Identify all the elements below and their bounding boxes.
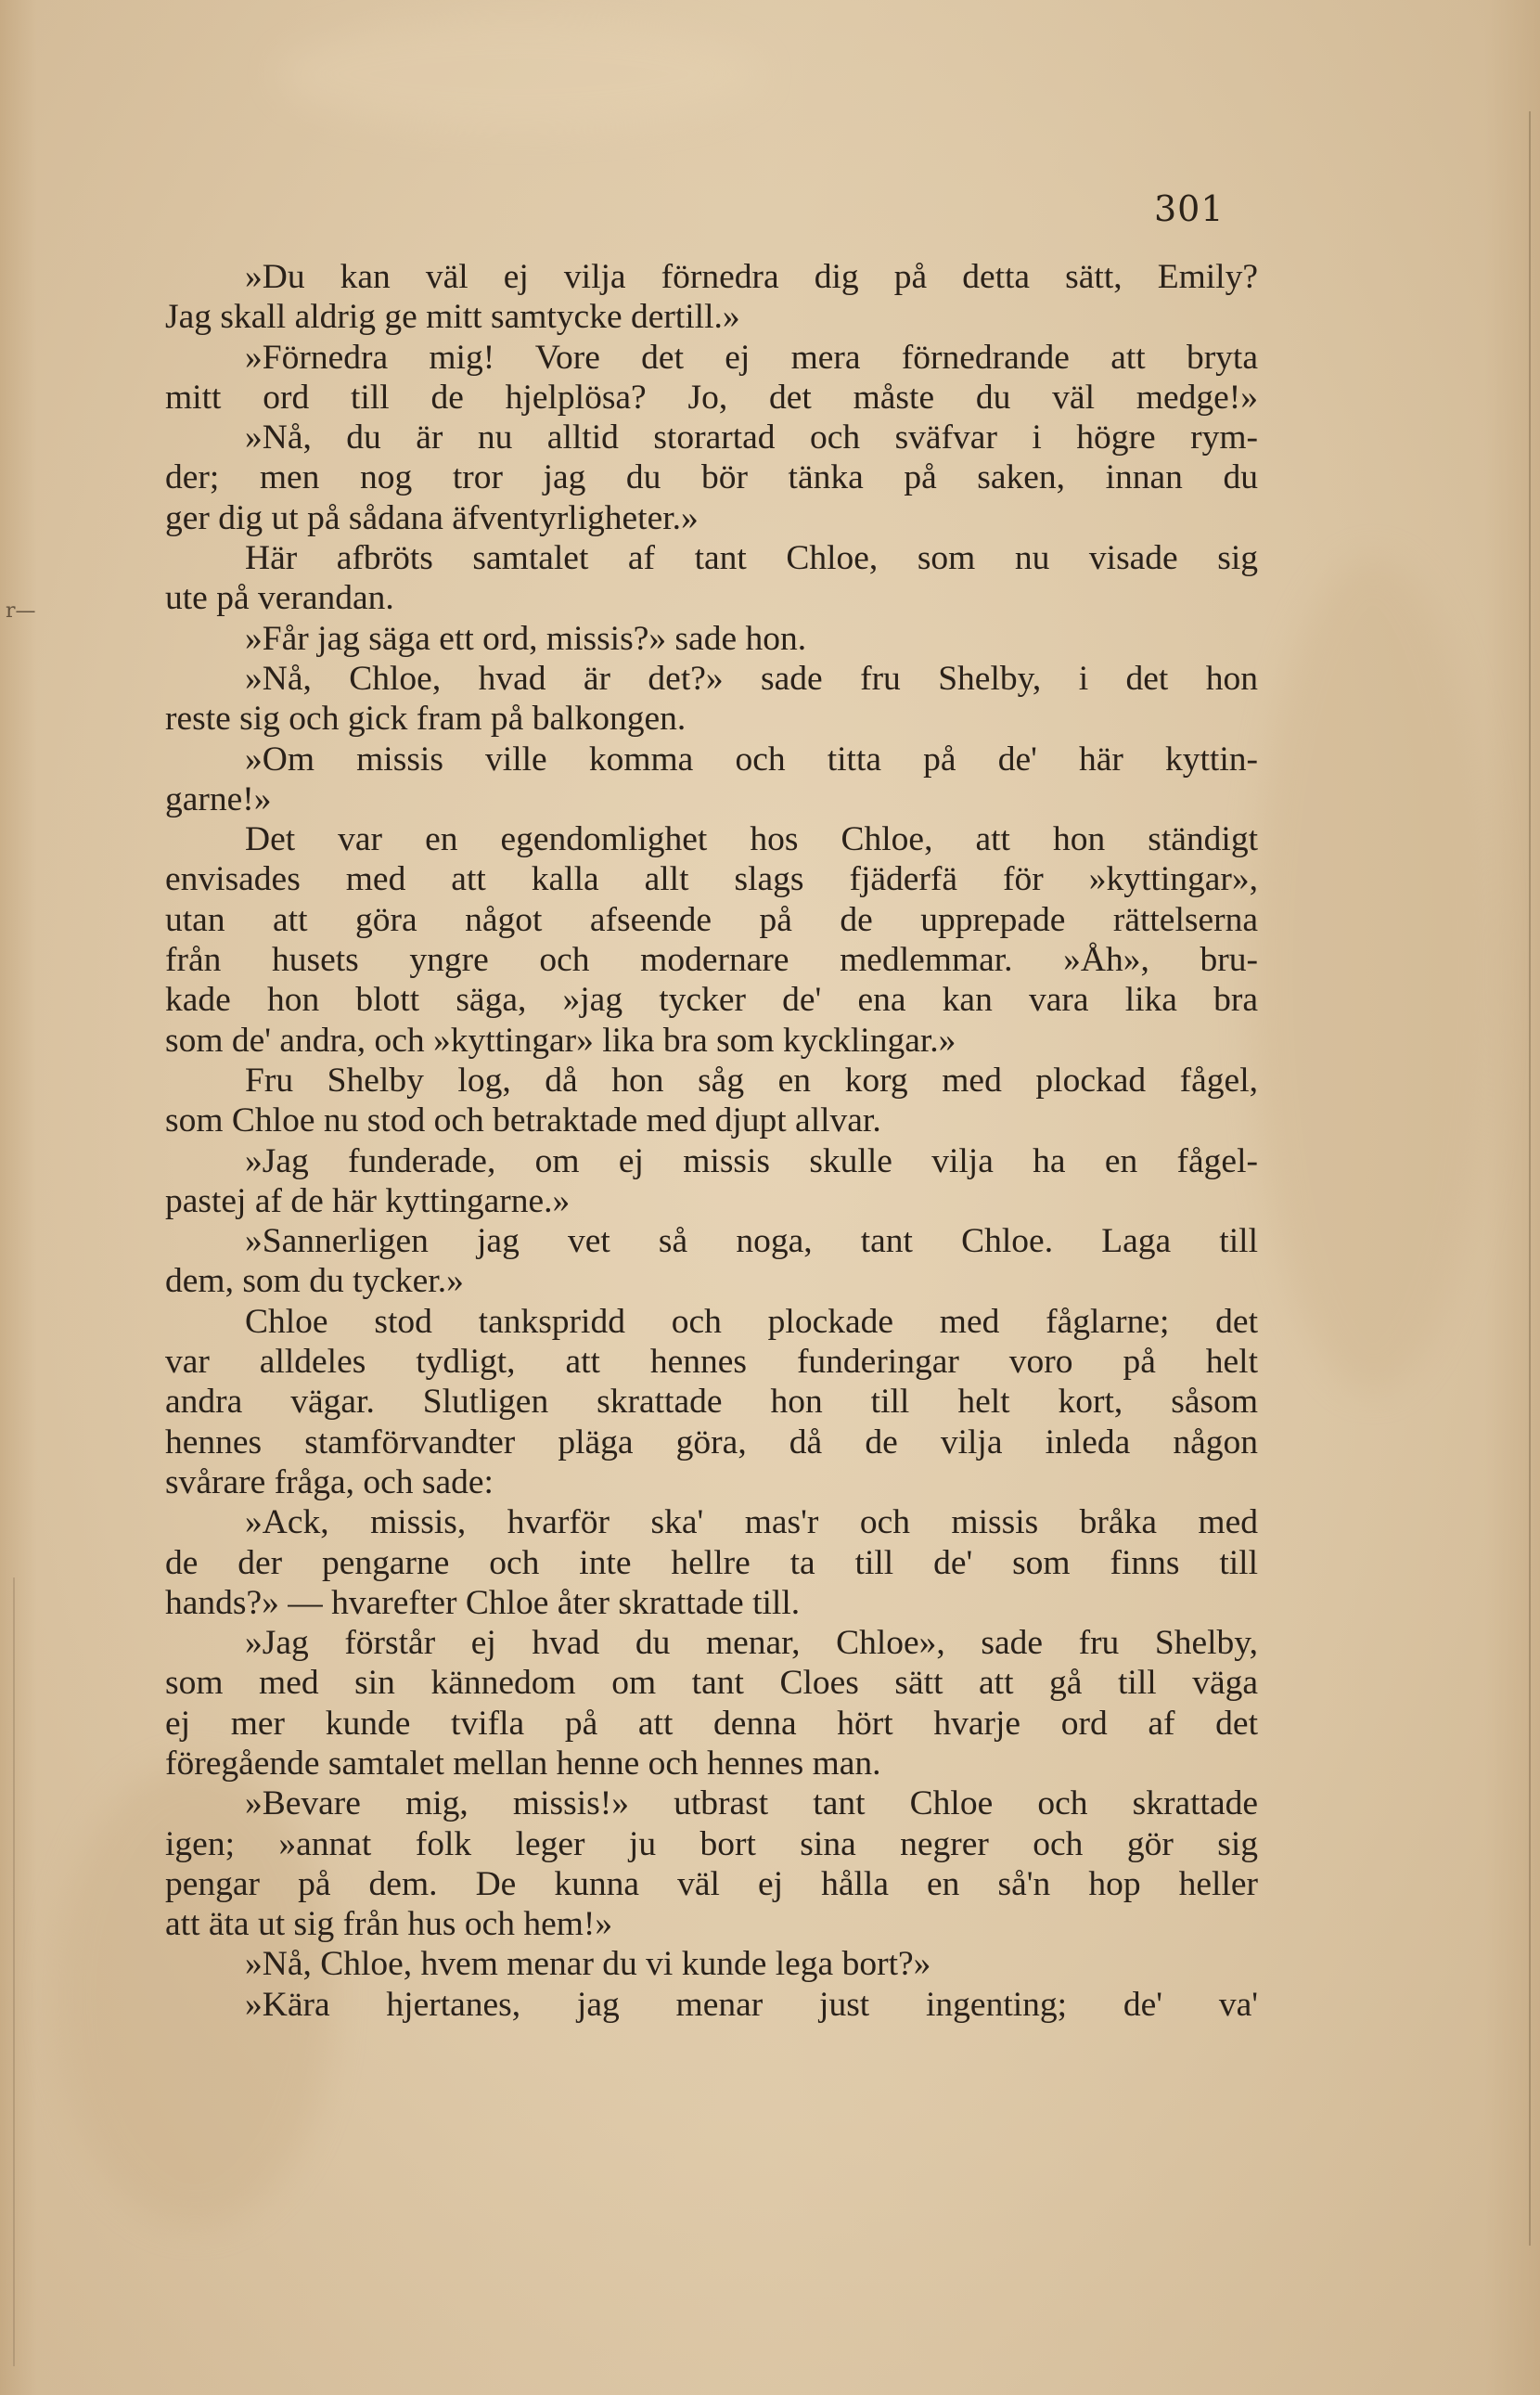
- text-line: svårare fråga, och sade:: [165, 1462, 494, 1501]
- text-line: att äta ut sig från hus och hem!»: [165, 1905, 613, 1944]
- text-line: mitt ord till de hjelplösa? Jo, det måste du väl medge!»: [165, 378, 1258, 417]
- text-line: »Nå, du är nu alltid storartad och sväfvar i högre rym-: [245, 418, 1258, 457]
- text-line: hennes stamförvandter pläga göra, då de vilja inleda någon: [165, 1423, 1258, 1461]
- text-line: »Bevare mig, missis!» utbrast tant Chloe och skrattade: [245, 1784, 1258, 1823]
- text-line: pengar på dem. De kunna väl ej hålla en så'n hop heller: [165, 1864, 1258, 1903]
- page-edge-shadow: [1529, 111, 1531, 2246]
- text-line: som Chloe nu stod och betraktade med djupt allvar.: [165, 1101, 881, 1140]
- text-line: »Om missis ville komma och titta på de' här kyttin-: [245, 740, 1258, 779]
- margin-mark: r—: [6, 599, 36, 623]
- page-edge-shadow: [13, 1577, 15, 2366]
- text-line: hands?» — hvarefter Chloe åter skrattade till.: [165, 1583, 801, 1622]
- paper-stain: [1252, 557, 1494, 1392]
- text-line: »Sannerligen jag vet så noga, tant Chloe. Laga till: [245, 1222, 1258, 1261]
- text-line: utan att göra något afseende på de upprepade rättelserna: [165, 900, 1258, 939]
- text-line: Chloe stod tankspridd och plockade med fåglarne; det: [245, 1302, 1258, 1341]
- text-line: ger dig ut på sådana äfventyrligheter.»: [165, 498, 699, 537]
- text-line: »Får jag säga ett ord, missis?» sade hon.: [245, 619, 807, 658]
- text-line: ute på verandan.: [165, 579, 394, 618]
- text-line: Jag skall aldrig ge mitt samtycke dertill.»: [165, 298, 740, 337]
- text-line: ej mer kunde tvifla på att denna hört hvarje ord af det: [165, 1704, 1258, 1743]
- text-line: reste sig och gick fram på balkongen.: [165, 700, 687, 739]
- text-line: der; men nog tror jag du bör tänka på saken, innan du: [165, 458, 1258, 497]
- text-line: igen; »annat folk leger ju bort sina negrer och gör sig: [165, 1824, 1258, 1863]
- text-line: »Kära hjertanes, jag menar just ingenting; de' va': [245, 1985, 1258, 2024]
- text-line: var alldeles tydligt, att hennes funderingar voro på helt: [165, 1343, 1258, 1382]
- text-line: »Du kan väl ej vilja förnedra dig på detta sätt, Emily?: [245, 258, 1258, 296]
- text-line: »Nå, Chloe, hvem menar du vi kunde lega bort?»: [245, 1945, 931, 1984]
- text-line: envisades med att kalla allt slags fjäderfä för »kyttingar»,: [165, 860, 1258, 899]
- body-text: [165, 257, 1258, 2025]
- text-line: pastej af de här kyttingarne.»: [165, 1181, 571, 1220]
- text-line: Det var en egendomlighet hos Chloe, att hon ständigt: [245, 820, 1258, 859]
- paper-stain: [278, 19, 761, 130]
- text-line: andra vägar. Slutligen skrattade hon till helt kort, såsom: [165, 1383, 1258, 1422]
- text-line: från husets yngre och modernare medlemmar. »Åh», bru-: [165, 941, 1258, 980]
- text-line: »Nå, Chloe, hvad är det?» sade fru Shelby, i det hon: [245, 659, 1258, 698]
- text-line: kade hon blott säga, »jag tycker de' ena kan vara lika bra: [165, 981, 1258, 1020]
- text-line: »Jag förstår ej hvad du menar, Chloe», sade fru Shelby,: [245, 1624, 1258, 1663]
- text-line: »Förnedra mig! Vore det ej mera förnedrande att bryta: [245, 338, 1258, 377]
- text-line: föregående samtalet mellan henne och hennes man.: [165, 1744, 881, 1783]
- text-line: garne!»: [165, 779, 272, 818]
- page-number: 301: [1154, 188, 1225, 229]
- text-line: Här afbröts samtalet af tant Chloe, som nu visade sig: [245, 539, 1258, 578]
- text-line: »Ack, missis, hvarför ska' mas'r och missis bråka med: [245, 1503, 1258, 1542]
- text-line: som de' andra, och »kyttingar» lika bra som kycklingar.»: [165, 1021, 956, 1060]
- text-line: de der pengarne och inte hellre ta till de' som finns till: [165, 1543, 1258, 1582]
- text-line: Fru Shelby log, då hon såg en korg med plockad fågel,: [245, 1061, 1258, 1100]
- text-line: »Jag funderade, om ej missis skulle vilja ha en fågel-: [245, 1141, 1258, 1180]
- text-line: dem, som du tycker.»: [165, 1262, 464, 1301]
- text-line: som med sin kännedom om tant Cloes sätt att gå till väga: [165, 1664, 1258, 1703]
